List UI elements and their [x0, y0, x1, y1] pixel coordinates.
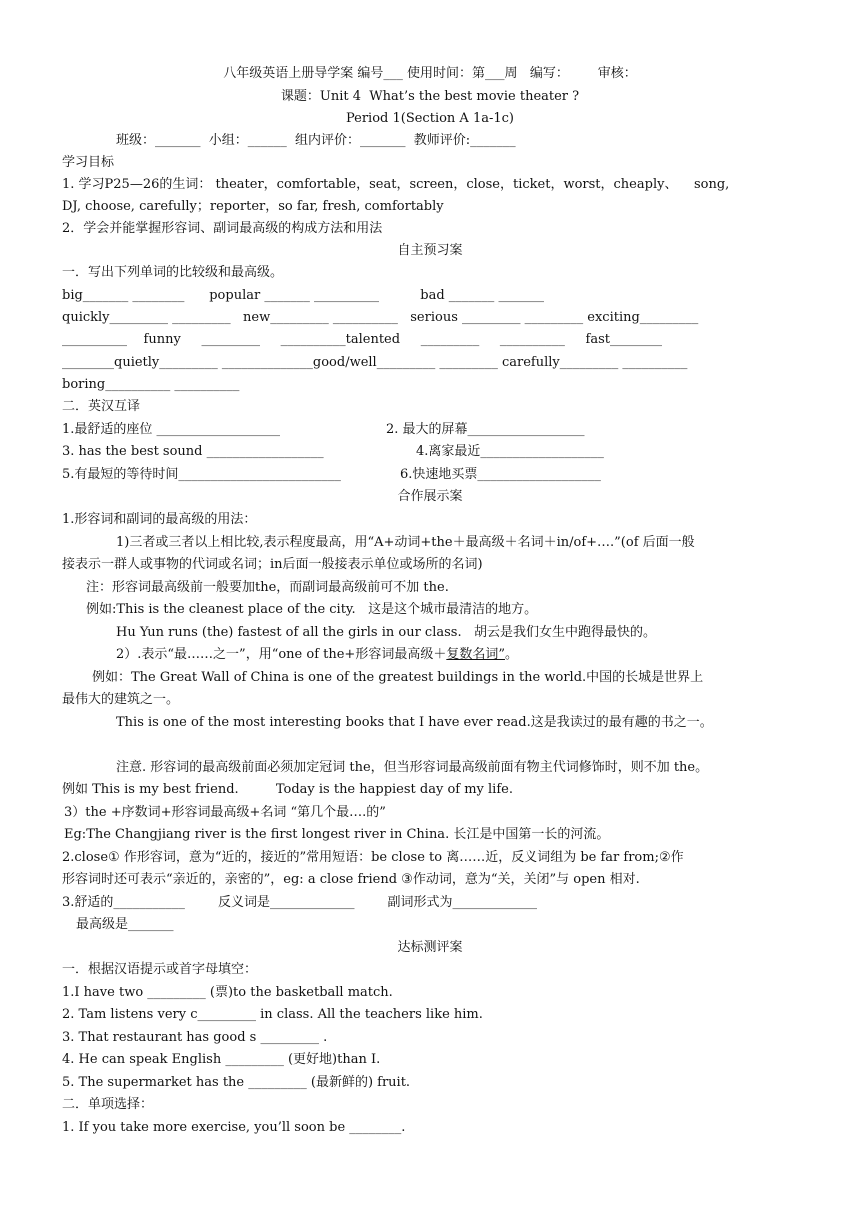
word-list-row: __________ funny _________ __________talented _________ __________ fast________	[62, 332, 663, 347]
translation-item: 3. has the best sound __________________	[62, 444, 324, 459]
example-line: Eg:The Changjiang river is the first longest river in China. 长江是中国第一长的河流。	[64, 827, 610, 842]
exercise-heading: 一．写出下列单词的比较级和最高级。	[62, 265, 284, 280]
example-line: This is one of the most interesting books that I have ever read.这是我读过的最有趣的书之一。	[116, 715, 713, 730]
text-line: 1.形容词和副词的最高级的用法：	[62, 512, 257, 527]
question-item: 4. He can speak English _________ (更好地)than I.	[62, 1052, 381, 1067]
example-line: 例如:This is the cleanest place of the city. 这是这个城市最清洁的地方。	[86, 602, 538, 617]
test-section-title: 达标测评案	[397, 940, 463, 955]
word-list-row: boring__________ __________	[62, 377, 240, 392]
text-line: 接表示一群人或事物的代词或名词；in后面一般接表示单位或场所的名词)	[62, 557, 483, 572]
exercise-heading: 一．根据汉语提示或首字母填空：	[62, 962, 258, 977]
text-line: 3）the +序数词+形容词最高级+名词 “第几个最….的”	[64, 805, 386, 820]
lesson-title: 课题：Unit 4 What’s the best movie theater ?	[280, 89, 580, 104]
fill-blank-line: 3.舒适的___________ 反义词是_____________ 副词形式为_____________	[62, 895, 538, 910]
underlined-phrase: 复数名词”	[446, 647, 505, 662]
text-line: 形容词时还可表示“亲近的，亲密的”，eg: a close friend ③作动词，意为“关，关闭”与 open 相对.	[62, 872, 640, 887]
question-item: 5. The supermarket has the _________ (最新鲜的) fruit.	[62, 1075, 411, 1090]
class-info-line: 班级：_______ 小组：______ 组内评价：_______ 教师评价:_______	[116, 133, 516, 148]
example-line: 例如：The Great Wall of China is one of the greatest buildings in the world.中国的长城是世界上	[92, 670, 704, 685]
note-line: 注意. 形容词的最高级前面必须加定冠词 the，但当形容词最高级前面有物主代词修饰时，则不加 the。	[116, 760, 709, 775]
question-item: 1. If you take more exercise, you’ll soon be ________.	[62, 1120, 406, 1135]
text-segment: 2）.表示“最……之一”，用“one of the+形容词最高级＋	[116, 647, 447, 662]
exercise-heading: 二．单项选择：	[62, 1097, 154, 1112]
fill-blank-line: 最高级是_______	[76, 917, 174, 932]
goals-item-1: 1. 学习P25—26的生词： theater，comfortable，seat，screen，close，ticket，worst，cheaply、 song,	[62, 177, 730, 192]
text-line: 2.close① 作形容词，意为“近的，接近的”常用短语：be close to 离……近，反义词组为 be far from;②作	[62, 850, 684, 865]
coop-section-title: 合作展示案	[397, 489, 463, 504]
example-line: Hu Yun runs (the) fastest of all the girls in our class. 胡云是我们女生中跑得最快的。	[116, 625, 656, 640]
exercise-heading: 二．英汉互译	[62, 399, 141, 414]
question-item: 1.I have two _________ (票)to the basketball match.	[62, 985, 393, 1000]
lesson-period: Period 1(Section A 1a-1c)	[345, 111, 514, 126]
word-list-row: quickly_________ _________ new_________ __________ serious _________ _________ exciting_________	[62, 310, 699, 325]
example-line: 例如 This is my best friend. Today is the happiest day of my life.	[62, 782, 513, 797]
word-list-row: ________quietly_________ ______________good/well_________ _________ carefully_________ __________	[62, 355, 688, 370]
text-line: 1)三者或三者以上相比较,表示程度最高，用“A+动词+the＋最高级＋名词＋in/of+….”(of 后面一般	[116, 535, 695, 550]
translation-item: 4.离家最近___________________	[416, 444, 604, 459]
word-list-row: big_______ ________ popular _______ __________ bad _______ _______	[62, 288, 544, 303]
note-line: 注：形容词最高级前一般要加the，而副词最高级前可不加 the.	[86, 580, 449, 595]
translation-item: 5.有最短的等待时间_________________________	[62, 467, 341, 482]
header-line: 八年级英语上册导学案 编号___ 使用时间：第___周 编写： 审核：	[223, 66, 637, 81]
goals-title: 学习目标	[62, 155, 115, 170]
preview-section-title: 自主预习案	[397, 243, 463, 258]
translation-item: 1.最舒适的座位 ___________________	[62, 422, 281, 437]
question-item: 2. Tam listens very c_________ in class. All the teachers like him.	[62, 1007, 483, 1022]
text-segment: 。	[504, 647, 518, 662]
goals-item-2: 2．学会并能掌握形容词、副词最高级的构成方法和用法	[62, 221, 383, 236]
text-line	[116, 646, 518, 663]
example-line: 最伟大的建筑之一。	[62, 692, 180, 707]
question-item: 3. That restaurant has good s _________ .	[62, 1030, 328, 1045]
goals-item-1-cont: DJ, choose, carefully；reporter，so far, fresh, comfortably	[62, 199, 444, 214]
translation-item: 6.快速地买票___________________	[400, 467, 601, 482]
translation-item: 2. 最大的屏幕__________________	[386, 422, 585, 437]
